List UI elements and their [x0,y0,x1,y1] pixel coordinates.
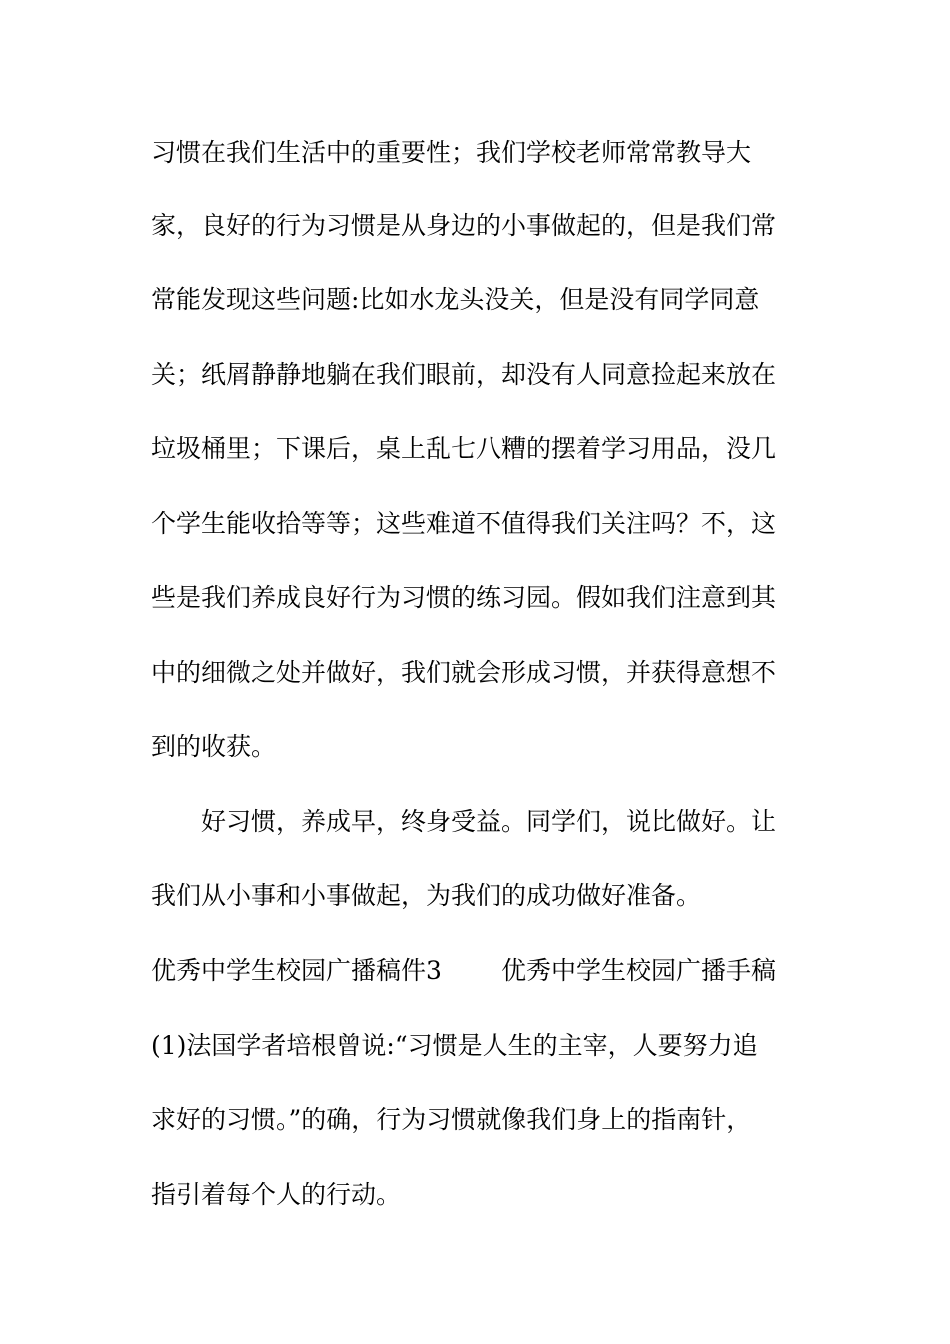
text-line-7: 些是我们养成良好行为习惯的练习园。假如我们注意到其 [151,583,777,612]
text-line-9: 到的收获。 [151,732,277,761]
text-line-8: 中的细微之处并做好，我们就会形成习惯，并获得意想不 [151,658,777,687]
text-line-5: 垃圾桶里；下课后，桌上乱七八糟的摆着学习用品，没几 [151,434,777,463]
text-line-10: 好习惯，养成早，终身受益。同学们，说比做好。让 [201,807,777,836]
text-line-1: 习惯在我们生活中的重要性；我们学校老师常常教导大 [151,138,752,167]
text-line-6: 个学生能收拾等等；这些难道不值得我们关注吗？不，这 [151,509,777,538]
text-line-14: 指引着每个人的行动。 [151,1180,402,1209]
section-heading-row [151,951,801,991]
text-line-4: 关；纸屑静静地躺在我们眼前，却没有人同意捡起来放在 [151,360,777,389]
section-heading-left: 优秀中学生校园广播稿件3 [151,956,442,985]
text-line-13: 求好的习惯。”的确，行为习惯就像我们身上的指南针， [151,1105,752,1134]
section-heading-right: 优秀中学生校园广播手稿 [501,956,777,985]
text-line-3: 常能发现这些问题:比如水龙头没关，但是没有同学同意 [151,285,760,314]
text-line-11: 我们从小事和小事做起，为我们的成功做好准备。 [151,881,702,910]
text-line-2: 家，良好的行为习惯是从身边的小事做起的，但是我们常 [151,211,777,240]
text-line-12: (1)法国学者培根曾说:“习惯是人生的主宰，人要努力追 [151,1031,758,1060]
